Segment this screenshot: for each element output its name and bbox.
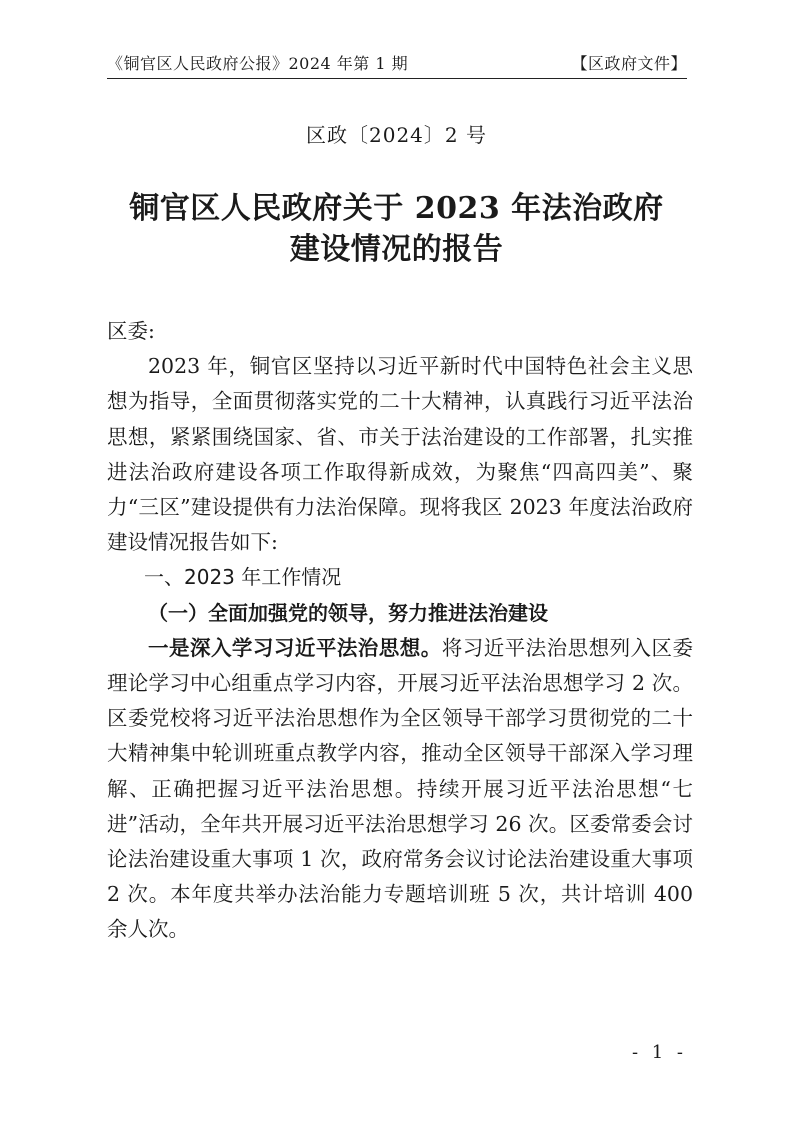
subsection-heading: （一）全面加强党的领导，努力推进法治建设 xyxy=(148,600,548,625)
document-title xyxy=(0,188,793,270)
title-line-1: 铜官区人民政府关于 2023 年法治政府 xyxy=(129,191,664,226)
section-heading: 一、2023 年工作情况 xyxy=(144,565,342,590)
title-line-2: 建设情况的报告 xyxy=(289,232,504,267)
intro-paragraph: 2023 年，铜官区坚持以习近平新时代中国特色社会主义思想为指导，全面贯彻落实党的二十大精神，认真践行习近平法治思想，紧紧围绕国家、省、市关于法治建设的工作部署，扎实推进法治政府建设各项工作取得新成效，为聚焦“四高四美”、聚力“三区”建设提供有力法治保障。现将我区 2023 年度法治政府建设情况报告如下: xyxy=(107,354,693,555)
document-body xyxy=(107,314,693,948)
paragraph-1-text: 将习近平法治思想列入区委理论学习中心组重点学习内容，开展习近平法治思想学习 2 次。区委党校将习近平法治思想作为全区领导干部学习贯彻党的二十大精神集中轮训班重点教学内容，推动全区领导干部深入学习理解、正确把握习近平法治思想。持续开展习近平法治思想“七进”活动，全年共开展习近平法治思想学习 26 次。区委常委会讨论法治建设重大事项 1 次，政府常务会议讨论法治建设重大事项 2 次。本年度共举办法治能力专题培训班 5 次，共计培训 400 余人次。 xyxy=(107,635,694,942)
document-category-label: 【区政府文件】 xyxy=(571,54,687,73)
salutation: 区委: xyxy=(107,319,155,343)
page-number: - 1 - xyxy=(631,1042,687,1063)
paragraph-1-lead: 一是深入学习习近平法治思想。 xyxy=(148,635,442,660)
page-header xyxy=(107,54,687,79)
paragraph-1 xyxy=(107,631,693,948)
gazette-issue-label: 《铜官区人民政府公报》2024 年第 1 期 xyxy=(107,54,409,73)
document-number: 区政〔2024〕2 号 xyxy=(306,123,487,147)
